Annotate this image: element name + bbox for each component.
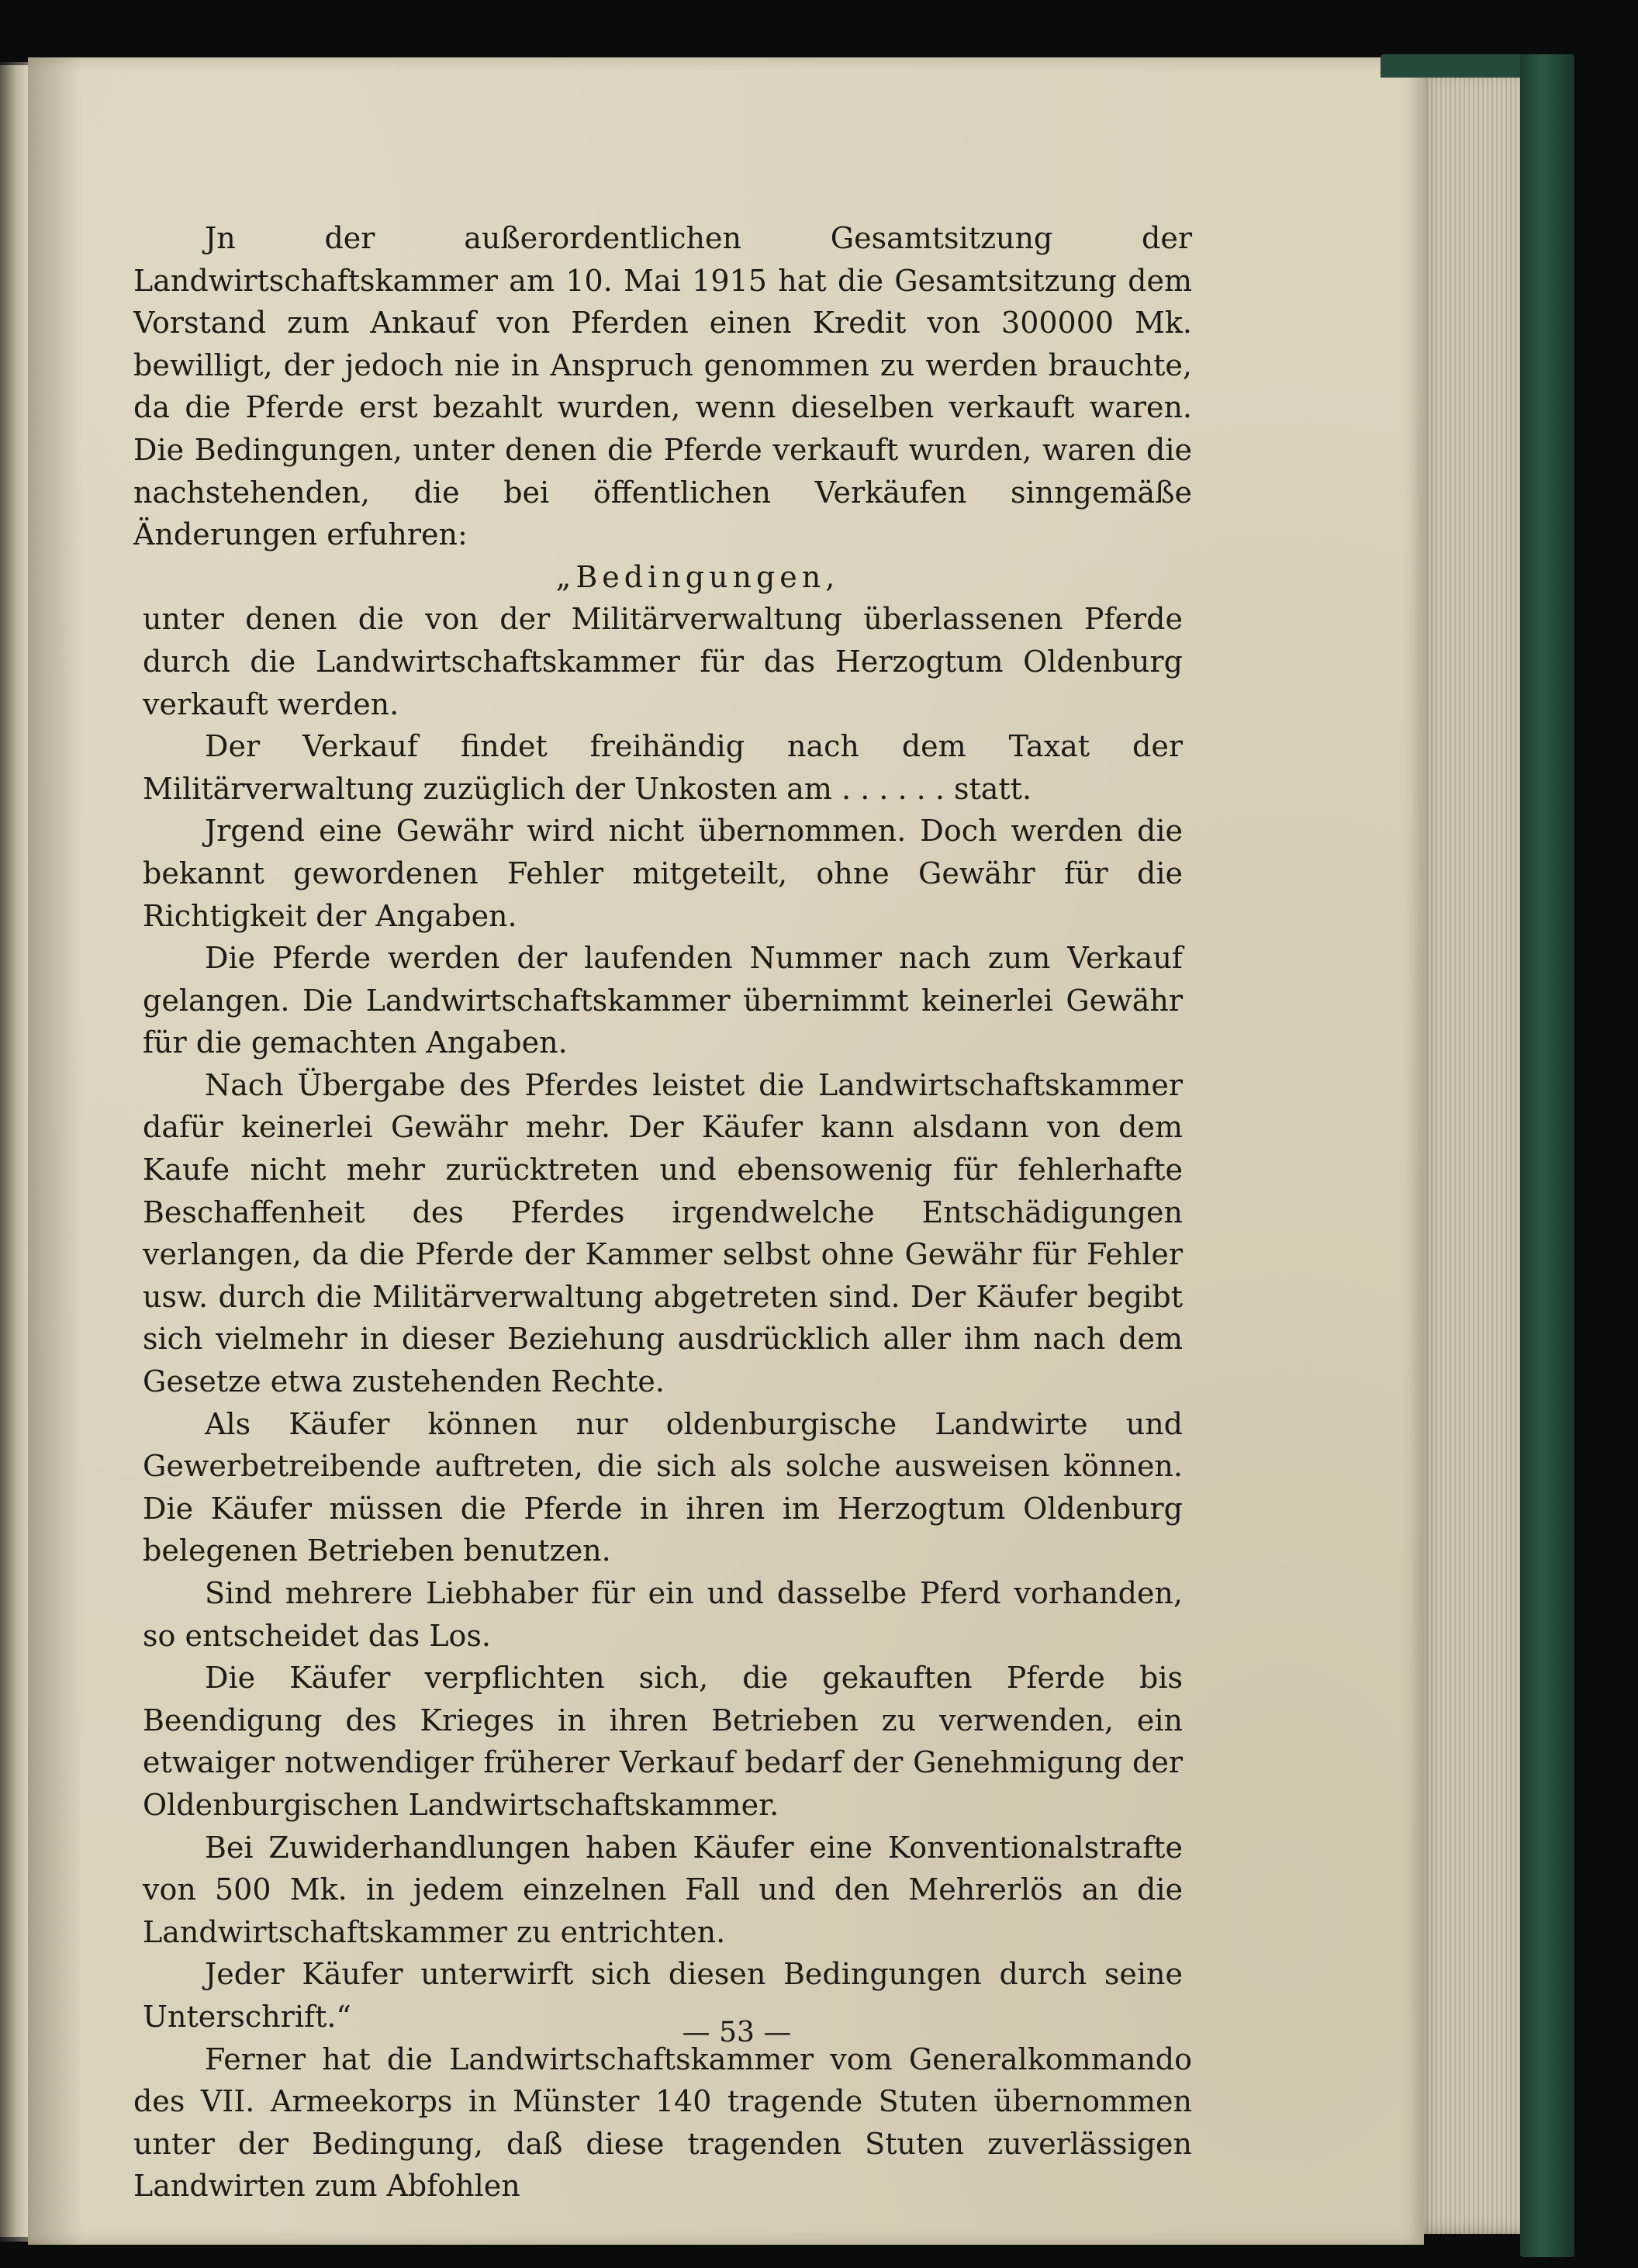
page-number: — 53 — <box>682 2017 792 2048</box>
left-page-edge <box>0 65 28 2237</box>
conditions-heading: „Bedingungen, <box>555 559 840 594</box>
conditions-subtitle: unter denen die von der Militärverwaltung überlassenen Pferde durch die Landwirtschaftskammer für das Herzogtum Oldenburg verkauft werden. <box>143 602 1183 721</box>
paragraph-intro: Jn der außerordentlichen Gesamtsitzung der Landwirtschaftskammer am 10. Mai 1915 hat die Gesamtsitzung dem Vorstand zum Ankauf von Pferden einen Kredit von 300000 Mk. bewilligt, der jedoch nie in Anspruch genommen zu werden brauchte, da die Pferde erst bezahlt wurden, wenn dieselben verkauft waren. Die Bedingungen, unter denen die Pferde verkauft wurden, waren die nachstehenden, die bei öffentlichen Verkäufen sinngemäße Änderungen erfuhren: <box>133 221 1192 552</box>
condition-paragraph-1: Der Verkauf findet freihändig nach dem Taxat der Militärverwaltung zuzüglich der Unkosten am . . . . . . statt. <box>143 729 1183 806</box>
gutter-shadow <box>28 57 82 2245</box>
condition-paragraph-9: Jeder Käufer unterwirft sich diesen Bedingungen durch seine Unterschrift.“ <box>143 1957 1183 2034</box>
condition-paragraph-3: Die Pferde werden der laufenden Nummer nach zum Verkauf gelangen. Die Landwirtschaftskammer übernimmt keinerlei Gewähr für die gemachten Angaben. <box>143 941 1183 1060</box>
condition-paragraph-5: Als Käufer können nur oldenburgische Landwirte und Gewerbetreibende auftreten, die sich als solche ausweisen können. Die Käufer müssen die Pferde in ihren im Herzogtum Oldenburg belegenen Betrieben benutzen. <box>143 1406 1183 1568</box>
body-text <box>133 217 1192 2207</box>
condition-paragraph-7: Die Käufer verpflichten sich, die gekauften Pferde bis Beendigung des Krieges in ihren Betrieben zu verwenden, ein etwaiger notwendiger früherer Verkauf bedarf der Genehmigung der Oldenburgischen Landwirtschaftskammer. <box>143 1661 1183 1822</box>
condition-paragraph-4: Nach Übergabe des Pferdes leistet die Landwirtschaftskammer dafür keinerlei Gewähr mehr. Der Käufer kann alsdann von dem Kaufe nicht mehr zurücktreten und ebensowenig für fehlerhafte Beschaffenheit des Pferdes irgendwelche Entschädigungen verlangen, da die Pferde der Kammer selbst ohne Gewähr für Fehler usw. durch die Militärverwaltung abgetreten sind. Der Käufer begibt sich vielmehr in dieser Beziehung ausdrücklich aller ihm nach dem Gesetze etwa zustehenden Rechte. <box>143 1067 1183 1399</box>
book-cover-spine <box>1520 54 1574 2257</box>
paragraph-closing: Ferner hat die Landwirtschaftskammer vom Generalkommando des VII. Armeekorps in Münster 140 tragende Stuten übernommen unter der Bedingung, daß diese tragenden Stuten zuverlässigen Landwirten zum Abfohlen <box>133 2042 1192 2204</box>
condition-paragraph-2: Jrgend eine Gewähr wird nicht übernommen. Doch werden die bekannt gewordenen Fehler mitgeteilt, ohne Gewähr für die Richtigkeit der Angaben. <box>143 814 1183 933</box>
condition-paragraph-8: Bei Zuwiderhandlungen haben Käufer eine Konventionalstrafte von 500 Mk. in jedem einzelnen Fall und den Mehrerlös an die Landwirtschaftskammer zu entrichten. <box>143 1830 1183 1949</box>
condition-paragraph-6: Sind mehrere Liebhaber für ein und dasselbe Pferd vorhanden, so entscheidet das Los. <box>143 1576 1183 1653</box>
